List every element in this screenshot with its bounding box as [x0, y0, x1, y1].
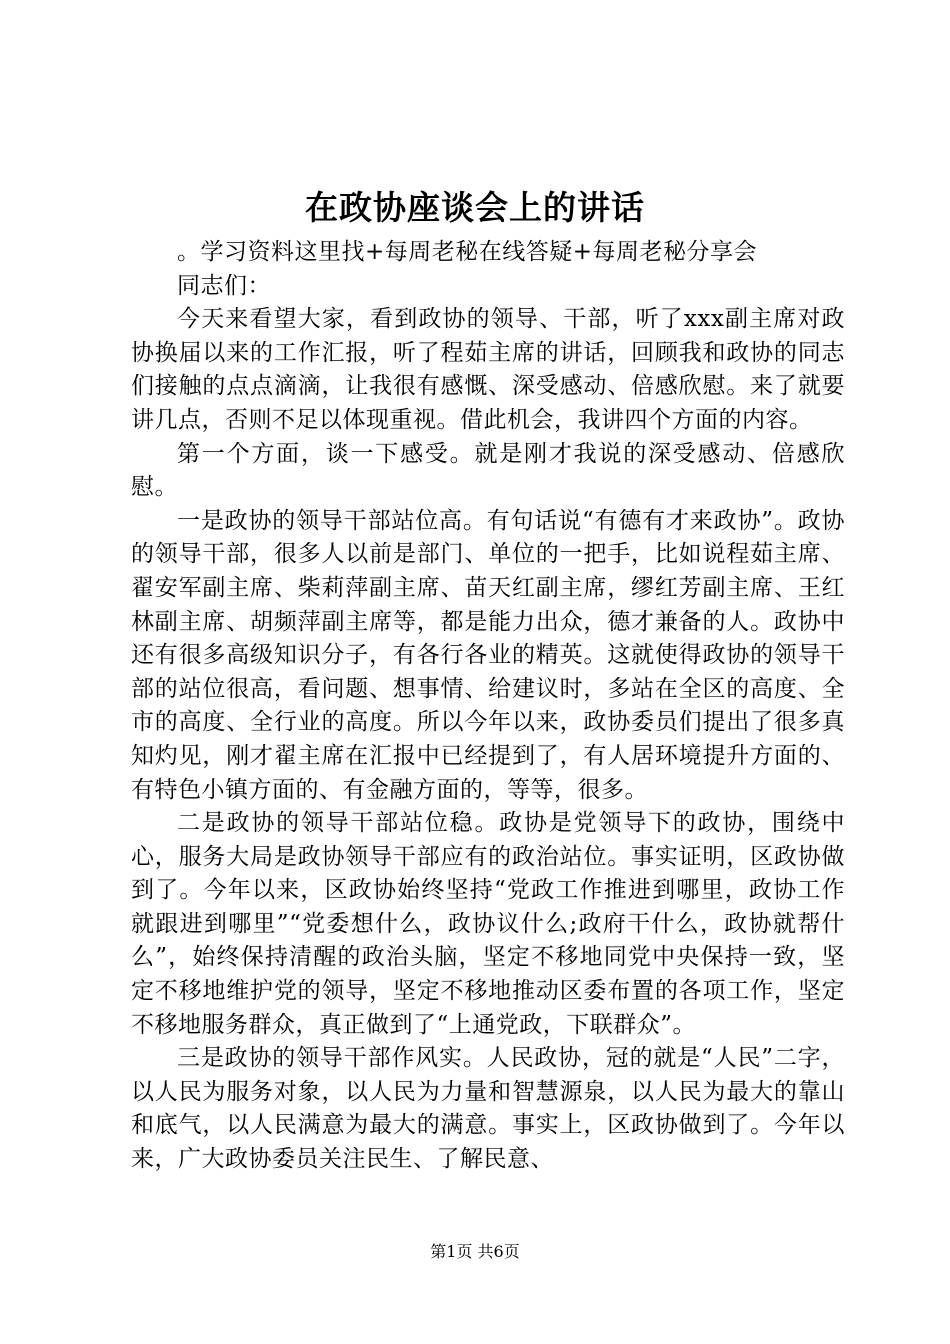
paragraph-opening: 今天来看望大家，看到政协的领导、干部，听了xxx副主席对政协换届以来的工作汇报，听了程茹主席的讲话，回顾我和政协的同志们接触的点点滴滴，让我很有感慨、深受感动、倍感欣慰。来了就要讲几点，否则不足以体现重视。借此机会，我讲四个方面的内容。: [131, 306, 845, 433]
paragraph-salutation: 同志们：: [177, 272, 271, 299]
paragraph-section-one: 第一个方面，谈一下感受。就是刚才我说的深受感动、倍感欣慰。: [131, 440, 845, 501]
page-footer: 第1页 共6页: [430, 1242, 520, 1261]
paragraph-point-one: 一是政协的领导干部站位高。有句话说“有德有才来政协”。政协的领导干部，很多人以前是部门、单位的一把手，比如说程茹主席、翟安军副主席、柴莉萍副主席、苗天红副主席，缪红芳副主席、王红林副主席、胡频萍副主席等，都是能力出众，德才兼备的人。政协中还有很多高级知识分子，有各行各业的精英。这就使得政协的领导干部的站位很高，看问题、想事情、给建议时，多站在全区的高度、全市的高度、全行业的高度。所以今年以来，政协委员们提出了很多真知灼见，刚才翟主席在汇报中已经提到了，有人居环境提升方面的、有特色小镇方面的、有金融方面的，等等，很多。: [131, 507, 845, 803]
document-title: 在政协座谈会上的讲话: [305, 188, 645, 227]
paragraph-intro-note: 。学习资料这里找+每周老秘在线答疑+每周老秘分享会: [177, 239, 758, 265]
paragraph-point-two: 二是政协的领导干部站位稳。政协是党领导下的政协，围绕中心，服务大局是政协领导干部应有的政治站位。事实证明，区政协做到了。今年以来，区政协始终坚持“党政工作推进到哪里，政协工作就跟进到哪里”“党委想什么，政协议什么;政府干什么，政协就帮什么”，始终保持清醒的政治头脑，坚定不移地同党中央保持一致，坚定不移地维护党的领导，坚定不移地推动区委布置的各项工作，坚定不移地服务群众，真正做到了“上通党政，下联群众”。: [131, 810, 845, 1038]
paragraph-point-three: 三是政协的领导干部作风实。人民政协，冠的就是“人民”二字，以人民为服务对象，以人民为力量和智慧源泉，以人民为最大的靠山和底气，以人民满意为最大的满意。事实上，区政协做到了。今年以来，广大政协委员关注民生、了解民意、: [131, 1045, 845, 1173]
document-body: [131, 236, 845, 1177]
